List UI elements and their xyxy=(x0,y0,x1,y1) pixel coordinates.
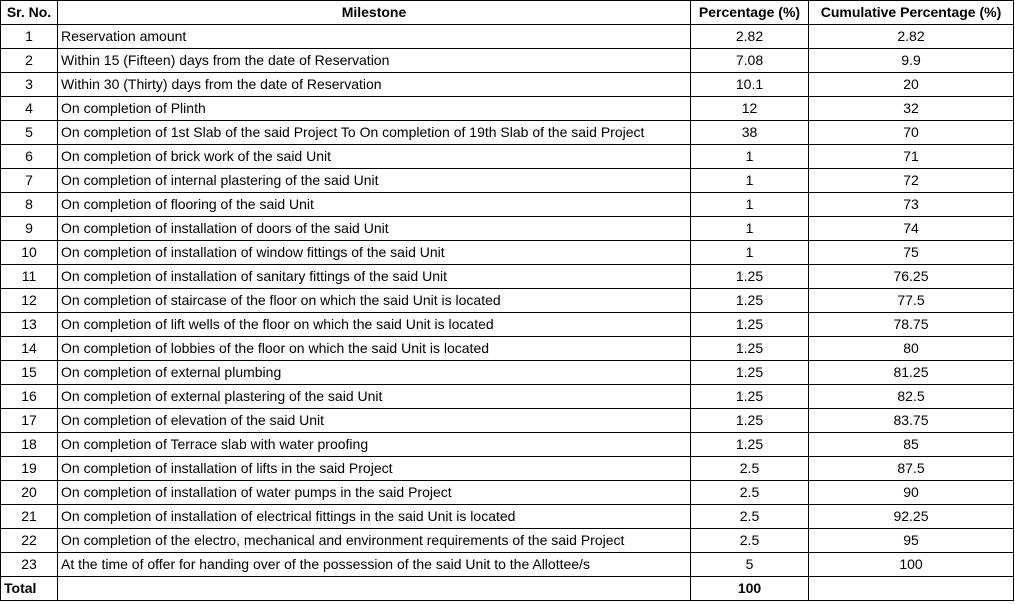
row-milestone: On completion of Terrace slab with water proofing xyxy=(58,433,691,457)
row-sr-no: 13 xyxy=(1,313,58,337)
row-percentage: 1.25 xyxy=(691,313,809,337)
row-sr-no: 12 xyxy=(1,289,58,313)
table-row xyxy=(1,361,1014,385)
row-sr-no: 4 xyxy=(1,97,58,121)
header-row xyxy=(1,1,1014,25)
row-milestone: On completion of elevation of the said Unit xyxy=(58,409,691,433)
row-percentage: 2.82 xyxy=(691,25,809,49)
row-milestone: On completion of installation of sanitary fittings of the said Unit xyxy=(58,265,691,289)
row-sr-no: 16 xyxy=(1,385,58,409)
row-cumulative-percentage: 92.25 xyxy=(809,505,1014,529)
row-milestone: On completion of internal plastering of the said Unit xyxy=(58,169,691,193)
header-percentage: Percentage (%) xyxy=(691,1,809,25)
row-cumulative-percentage: 75 xyxy=(809,241,1014,265)
header-milestone: Milestone xyxy=(58,1,691,25)
row-sr-no: 1 xyxy=(1,25,58,49)
row-percentage: 1 xyxy=(691,145,809,169)
row-milestone: On completion of installation of lifts in the said Project xyxy=(58,457,691,481)
row-cumulative-percentage: 20 xyxy=(809,73,1014,97)
row-sr-no: 10 xyxy=(1,241,58,265)
row-sr-no: 3 xyxy=(1,73,58,97)
row-percentage: 1.25 xyxy=(691,433,809,457)
row-percentage: 1 xyxy=(691,217,809,241)
row-sr-no: 22 xyxy=(1,529,58,553)
row-percentage: 5 xyxy=(691,553,809,577)
row-percentage: 12 xyxy=(691,97,809,121)
table-row xyxy=(1,193,1014,217)
table-row xyxy=(1,49,1014,73)
total-row xyxy=(1,577,1014,601)
row-milestone: Within 15 (Fifteen) days from the date of Reservation xyxy=(58,49,691,73)
row-milestone: On completion of flooring of the said Unit xyxy=(58,193,691,217)
row-sr-no: 6 xyxy=(1,145,58,169)
table-row xyxy=(1,313,1014,337)
row-sr-no: 23 xyxy=(1,553,58,577)
table-row xyxy=(1,289,1014,313)
table-row xyxy=(1,241,1014,265)
row-milestone: On completion of brick work of the said Unit xyxy=(58,145,691,169)
table-row xyxy=(1,337,1014,361)
table-row xyxy=(1,265,1014,289)
row-cumulative-percentage: 9.9 xyxy=(809,49,1014,73)
row-cumulative-percentage: 76.25 xyxy=(809,265,1014,289)
row-cumulative-percentage: 82.5 xyxy=(809,385,1014,409)
row-percentage: 2.5 xyxy=(691,457,809,481)
row-percentage: 1 xyxy=(691,193,809,217)
row-percentage: 1.25 xyxy=(691,337,809,361)
table-row xyxy=(1,433,1014,457)
table-body xyxy=(1,25,1014,577)
row-cumulative-percentage: 87.5 xyxy=(809,457,1014,481)
row-sr-no: 19 xyxy=(1,457,58,481)
row-percentage: 1.25 xyxy=(691,361,809,385)
row-cumulative-percentage: 2.82 xyxy=(809,25,1014,49)
row-percentage: 38 xyxy=(691,121,809,145)
row-milestone: On completion of the electro, mechanical and environment requirements of the said Project xyxy=(58,529,691,553)
row-cumulative-percentage: 90 xyxy=(809,481,1014,505)
row-percentage: 1.25 xyxy=(691,385,809,409)
row-cumulative-percentage: 71 xyxy=(809,145,1014,169)
row-cumulative-percentage: 80 xyxy=(809,337,1014,361)
row-cumulative-percentage: 83.75 xyxy=(809,409,1014,433)
row-cumulative-percentage: 74 xyxy=(809,217,1014,241)
row-cumulative-percentage: 70 xyxy=(809,121,1014,145)
table-row xyxy=(1,73,1014,97)
row-sr-no: 14 xyxy=(1,337,58,361)
table-row xyxy=(1,505,1014,529)
row-percentage: 2.5 xyxy=(691,481,809,505)
row-cumulative-percentage: 72 xyxy=(809,169,1014,193)
row-milestone: On completion of installation of electrical fittings in the said Unit is located xyxy=(58,505,691,529)
row-milestone: On completion of lobbies of the floor on which the said Unit is located xyxy=(58,337,691,361)
table-row xyxy=(1,553,1014,577)
table-row xyxy=(1,145,1014,169)
total-cumulative-cell xyxy=(809,577,1014,601)
row-sr-no: 15 xyxy=(1,361,58,385)
row-percentage: 1 xyxy=(691,169,809,193)
row-cumulative-percentage: 77.5 xyxy=(809,289,1014,313)
row-percentage: 1.25 xyxy=(691,289,809,313)
row-percentage: 1.25 xyxy=(691,409,809,433)
row-milestone: On completion of Plinth xyxy=(58,97,691,121)
row-cumulative-percentage: 73 xyxy=(809,193,1014,217)
row-milestone: On completion of installation of doors of the said Unit xyxy=(58,217,691,241)
row-milestone: On completion of external plastering of the said Unit xyxy=(58,385,691,409)
row-milestone: On completion of installation of window fittings of the said Unit xyxy=(58,241,691,265)
total-label: Total xyxy=(1,577,58,601)
row-percentage: 1.25 xyxy=(691,265,809,289)
row-percentage: 7.08 xyxy=(691,49,809,73)
table-row xyxy=(1,481,1014,505)
table-row xyxy=(1,457,1014,481)
row-sr-no: 17 xyxy=(1,409,58,433)
row-cumulative-percentage: 81.25 xyxy=(809,361,1014,385)
row-cumulative-percentage: 78.75 xyxy=(809,313,1014,337)
table-row xyxy=(1,217,1014,241)
row-sr-no: 21 xyxy=(1,505,58,529)
row-cumulative-percentage: 100 xyxy=(809,553,1014,577)
row-milestone: On completion of external plumbing xyxy=(58,361,691,385)
row-sr-no: 9 xyxy=(1,217,58,241)
row-sr-no: 18 xyxy=(1,433,58,457)
row-cumulative-percentage: 32 xyxy=(809,97,1014,121)
row-sr-no: 7 xyxy=(1,169,58,193)
row-milestone: On completion of lift wells of the floor on which the said Unit is located xyxy=(58,313,691,337)
row-sr-no: 5 xyxy=(1,121,58,145)
row-cumulative-percentage: 95 xyxy=(809,529,1014,553)
row-milestone: On completion of installation of water pumps in the said Project xyxy=(58,481,691,505)
row-sr-no: 2 xyxy=(1,49,58,73)
total-percentage: 100 xyxy=(691,577,809,601)
row-percentage: 2.5 xyxy=(691,529,809,553)
row-milestone: Within 30 (Thirty) days from the date of Reservation xyxy=(58,73,691,97)
row-milestone: Reservation amount xyxy=(58,25,691,49)
row-percentage: 2.5 xyxy=(691,505,809,529)
table-row xyxy=(1,121,1014,145)
table-row xyxy=(1,409,1014,433)
table-row xyxy=(1,25,1014,49)
table-row xyxy=(1,169,1014,193)
row-percentage: 10.1 xyxy=(691,73,809,97)
header-cumulative-percentage: Cumulative Percentage (%) xyxy=(809,1,1014,25)
row-percentage: 1 xyxy=(691,241,809,265)
table-row xyxy=(1,529,1014,553)
row-sr-no: 20 xyxy=(1,481,58,505)
row-milestone: On completion of staircase of the floor on which the said Unit is located xyxy=(58,289,691,313)
row-sr-no: 11 xyxy=(1,265,58,289)
row-milestone: At the time of offer for handing over of the possession of the said Unit to the Allottee/s xyxy=(58,553,691,577)
row-milestone: On completion of 1st Slab of the said Project To On completion of 19th Slab of the said Project xyxy=(58,121,691,145)
row-sr-no: 8 xyxy=(1,193,58,217)
table-row xyxy=(1,97,1014,121)
total-milestone-cell xyxy=(58,577,691,601)
header-sr-no: Sr. No. xyxy=(1,1,58,25)
row-cumulative-percentage: 85 xyxy=(809,433,1014,457)
table-row xyxy=(1,385,1014,409)
